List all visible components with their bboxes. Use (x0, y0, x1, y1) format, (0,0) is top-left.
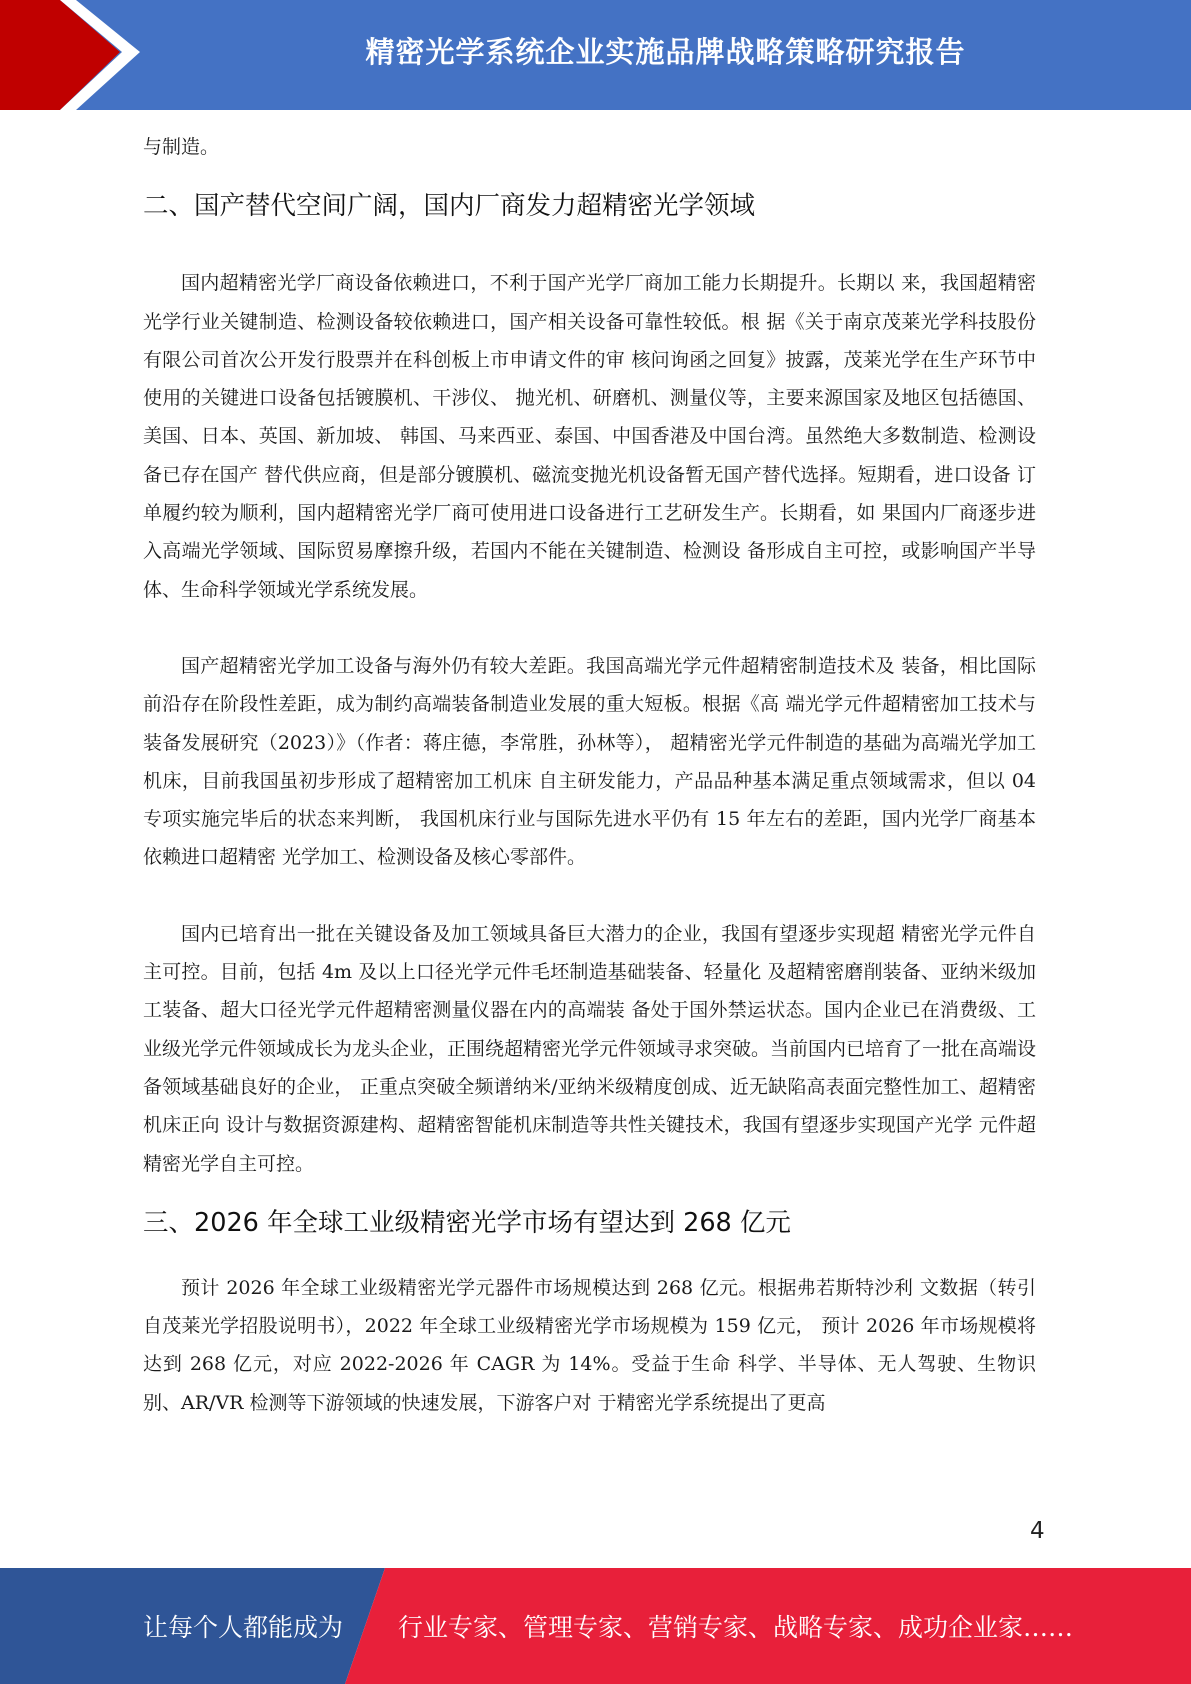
paragraph: 国内已培育出一批在关键设备及加工领域具备巨大潜力的企业，我国有望逐步实现超 精密光学元件自主可控。目前，包括 4m 及以上口径光学元件毛坯制造基础装备、轻量化 及超精密磨削装备、亚纳米级加工装备、超大口径光学元件超精密测量仪器在内的高端装 备处于国外禁运状态。国内企业已在消费级、工业级光学元件领域成长为龙头企业，正围绕超精密光学元件领域寻求突破。当前国内已培育了一批在高端设备领域基础良好的企业， 正重点突破全频谱纳米/亚纳米级精度创成、近无缺陷高表面完整性加工、超精密机床正向 设计与数据资源建构、超精密智能机床制造等共性关键技术，我国有望逐步实现国产光学 元件超精密光学自主可控。 (143, 922, 1037, 1175)
lead-fragment: 与制造。 (143, 136, 220, 158)
paragraph: 预计 2026 年全球工业级精密光学元器件市场规模达到 268 亿元。根据弗若斯特沙利 文数据（转引自茂莱光学招股说明书），2022 年全球工业级精密光学市场规模为 159 亿元， 预计 2026 年市场规模将达到 268 亿元，对应 2022-2026 年 CAGR 为 14%。受益于生命 科学、半导体、无人驾驶、生物识别、AR/VR 检测等下游领域的快速发展，下游客户对 于精密光学系统提出了更高 (143, 1276, 1036, 1414)
section-heading-2: 二、国产替代空间广阔，国内厂商发力超精密光学领域 (143, 191, 756, 222)
report-title: 精密光学系统企业实施品牌战略策略研究报告 (365, 34, 966, 69)
paragraph: 国内超精密光学厂商设备依赖进口，不利于国产光学厂商加工能力长期提升。长期以 来，我国超精密光学行业关键制造、检测设备较依赖进口，国产相关设备可靠性较低。根 据《关于南京茂莱光学科技股份有限公司首次公开发行股票并在科创板上市申请文件的审 核问询函之回复》披露，茂莱光学在生产环节中使用的关键进口设备包括镀膜机、干涉仪、 抛光机、研磨机、测量仪等，主要来源国家及地区包括德国、美国、日本、英国、新加坡、 韩国、马来西亚、泰国、中国香港及中国台湾。虽然绝大多数制造、检测设备已存在国产 替代供应商，但是部分镀膜机、磁流变抛光机设备暂无国产替代选择。短期看，进口设备 订单履约较为顺利，国内超精密光学厂商可使用进口设备进行工艺研发生产。长期看，如 果国内厂商逐步进入高端光学领域、国际贸易摩擦升级，若国内不能在关键制造、检测设 备形成自主可控，或影响国产半导体、生命科学领域光学系统发展。 (143, 272, 1036, 601)
page-header (0, 0, 1191, 110)
header-arrow-decoration (0, 0, 160, 110)
page-footer (0, 1568, 1191, 1684)
paragraph: 国产超精密光学加工设备与海外仍有较大差距。我国高端光学元件超精密制造技术及 装备，相比国际前沿存在阶段性差距，成为制约高端装备制造业发展的重大短板。根据《高 端光学元件超精密加工技术与装备发展研究（2023）》（作者：蒋庄德，李常胜，孙林等）， 超精密光学元件制造的基础为高端光学加工机床，目前我国虽初步形成了超精密加工机床 自主研发能力，产品品种基本满足重点领域需求，但以 04 专项实施完毕后的状态来判断， 我国机床行业与国际先进水平仍有 15 年左右的差距，国内光学厂商基本依赖进口超精密 光学加工、检测设备及核心零部件。 (143, 654, 1036, 869)
document-body (143, 128, 1036, 1422)
footer-slogan-left: 让每个人都能成为 (143, 1613, 344, 1642)
footer-slogan-right: 行业专家、管理专家、营销专家、战略专家、成功企业家…… (398, 1613, 1074, 1642)
section-heading-3: 三、2026 年全球工业级精密光学市场有望达到 268 亿元 (143, 1207, 791, 1238)
page-number: 4 (1030, 1518, 1045, 1544)
